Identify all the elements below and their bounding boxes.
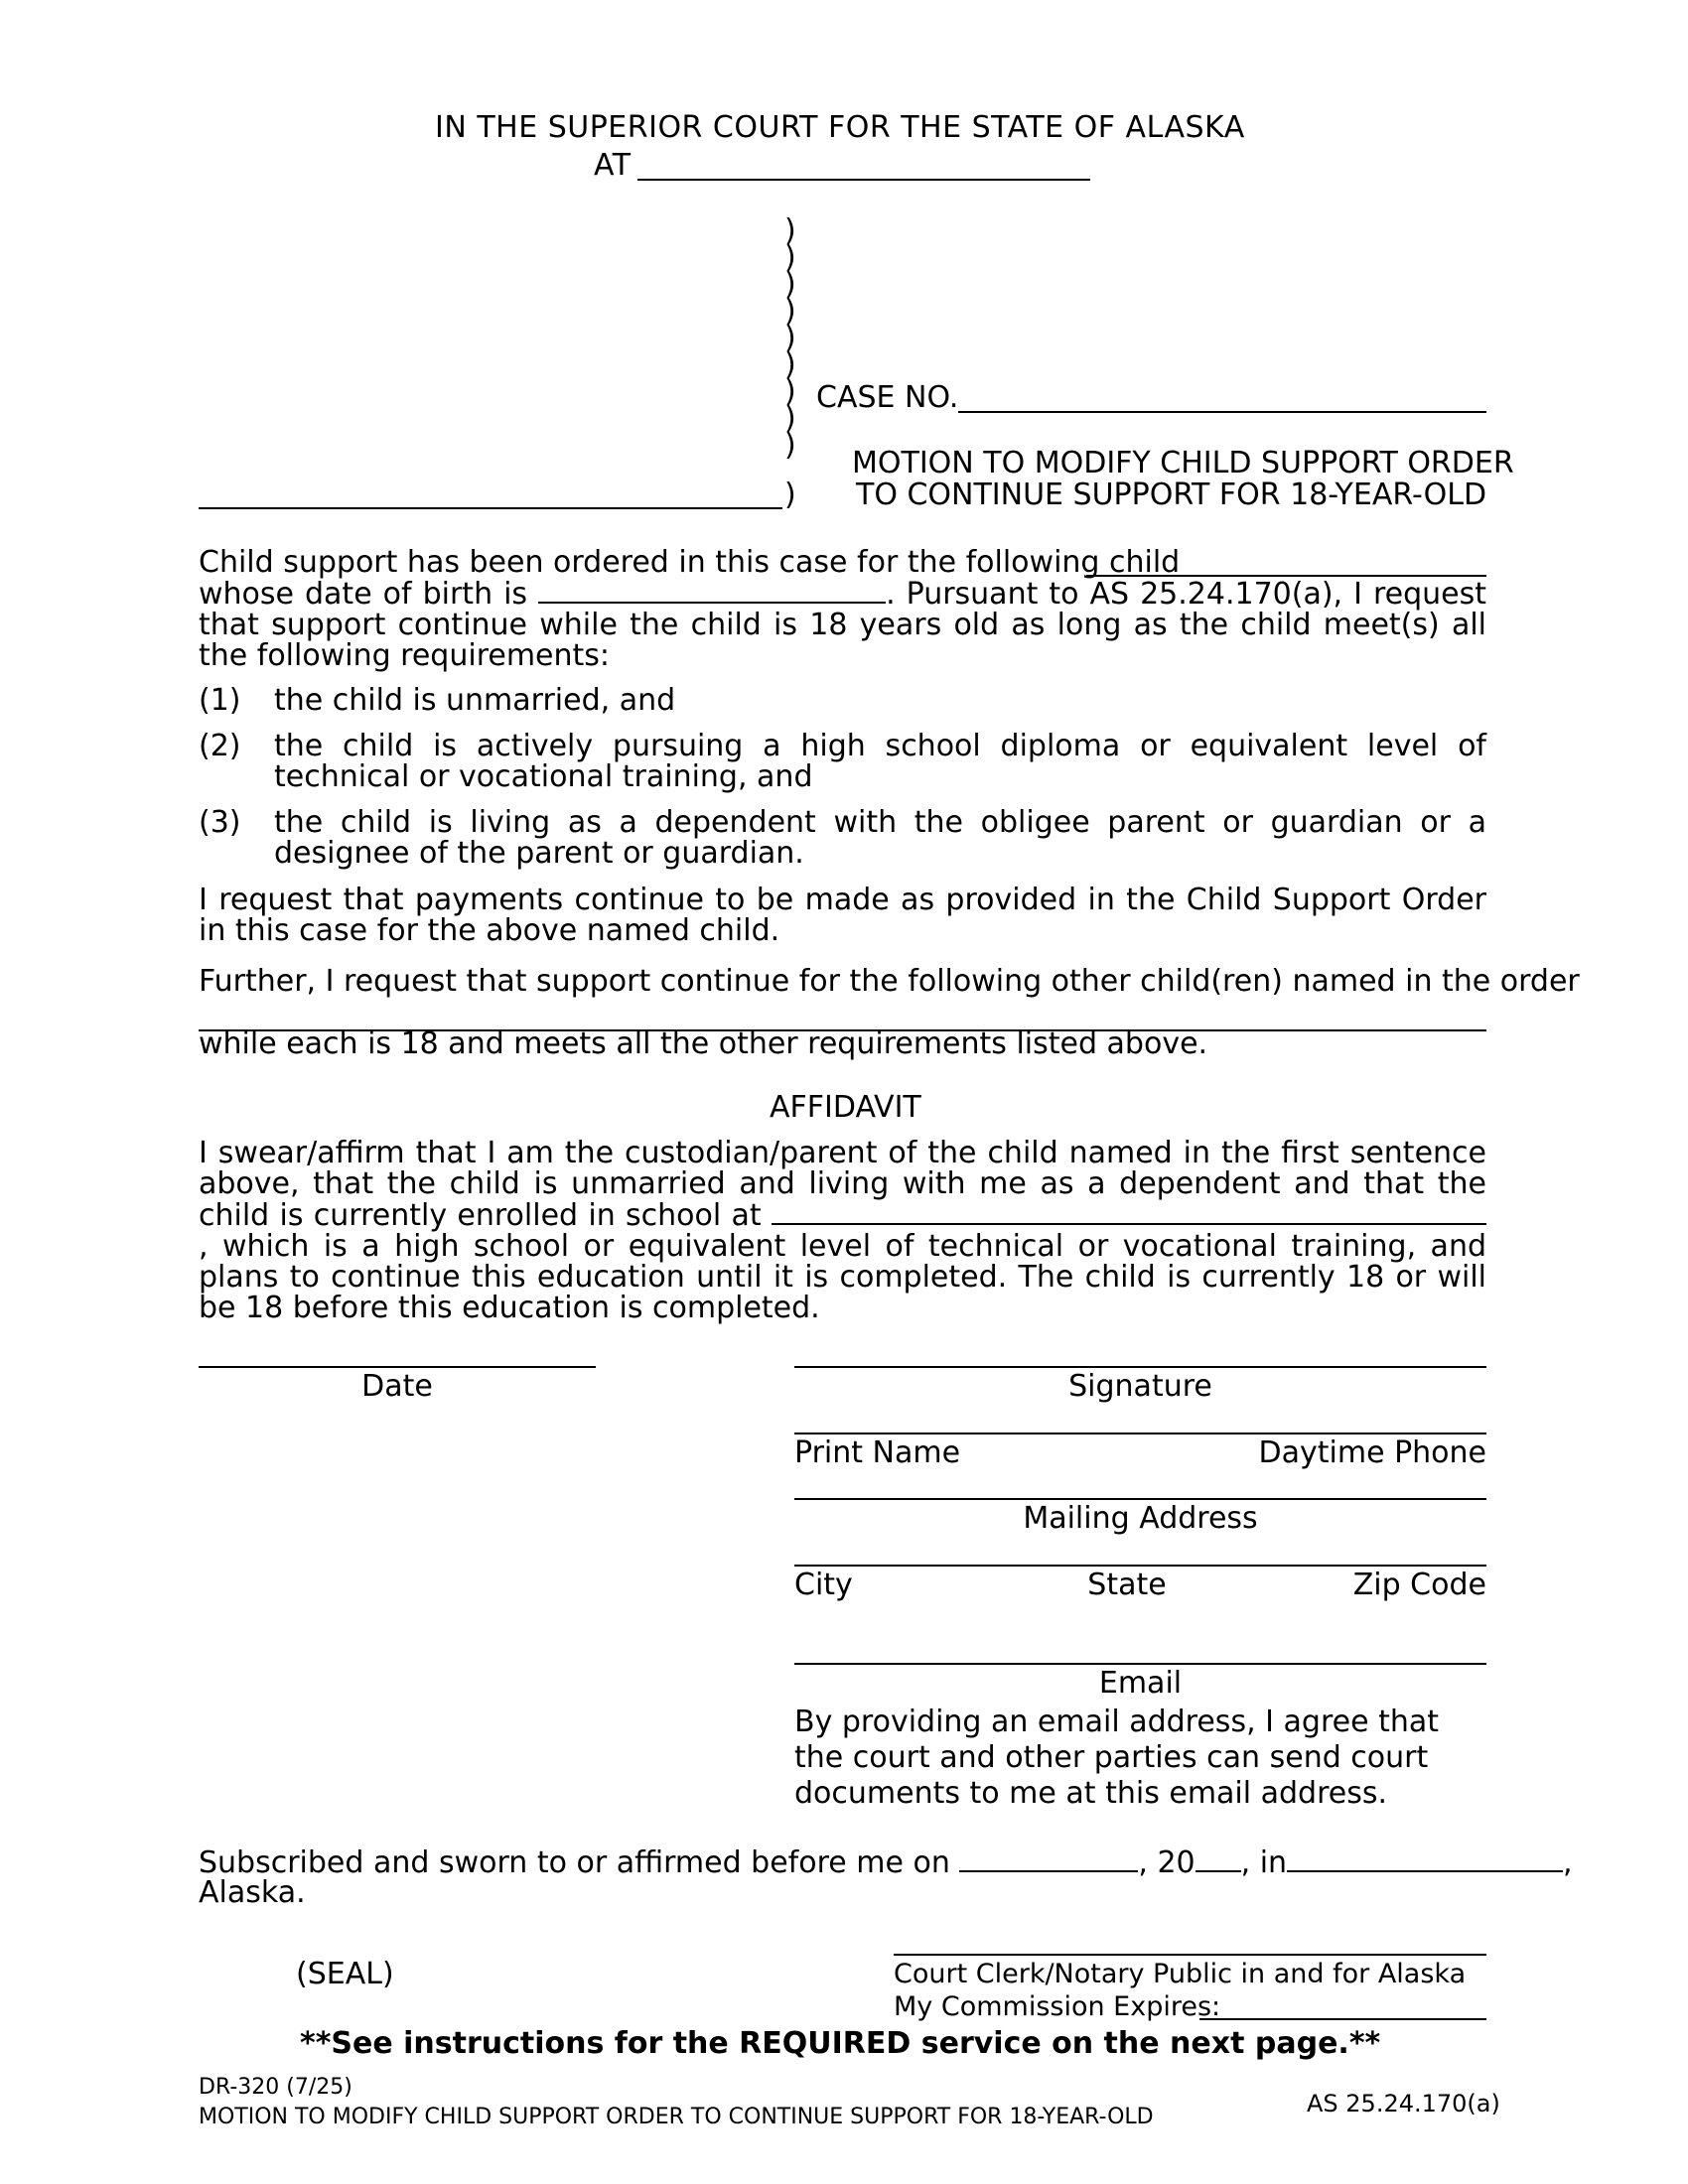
affidavit-text-b: , which is a high school or equivalent level of technical or vocational training, and plans to continue this education until it is completed. The child is currently 18 or will be 18 before this education is completed. <box>199 1229 1486 1325</box>
mailing-address-label: Mailing Address <box>1023 1501 1258 1536</box>
date-label: Date <box>361 1369 433 1404</box>
case-number-label: CASE NO. <box>816 380 959 415</box>
instructions-note: **See instructions for the REQUIRED service on the next page.** <box>300 2026 1381 2061</box>
commission-date-blank[interactable] <box>1199 2018 1486 2020</box>
sworn-text-a: Subscribed and sworn to or affirmed before me on <box>199 1845 950 1880</box>
footer-form-title: MOTION TO MODIFY CHILD SUPPORT ORDER TO CONTINUE SUPPORT FOR 18-YEAR-OLD <box>199 2105 1154 2129</box>
motion-title-line2: TO CONTINUE SUPPORT FOR 18-YEAR-OLD <box>856 478 1487 512</box>
commission-label: My Commission Expires: <box>894 1991 1221 2022</box>
seal-label: (SEAL) <box>296 1957 394 1991</box>
sworn-state: Alaska. <box>199 1875 306 1910</box>
footer-statute: AS 25.24.170(a) <box>1307 2090 1500 2117</box>
signature-line[interactable] <box>794 1366 1486 1368</box>
court-heading: IN THE SUPERIOR COURT FOR THE STATE OF ALASKA <box>435 110 1245 145</box>
daytime-phone-label: Daytime Phone <box>1258 1435 1486 1470</box>
request-paragraph <box>199 578 1486 671</box>
sworn-date-blank[interactable] <box>959 1846 1138 1872</box>
city-state-zip-line[interactable] <box>794 1565 1486 1567</box>
caption-paren: ) <box>784 321 796 355</box>
email-consent-text: By providing an email address, I agree that the court and other parties can send court documents to me at this email address. <box>794 1705 1439 1811</box>
print-name-label: Print Name <box>794 1435 961 1470</box>
motion-title-line1: MOTION TO MODIFY CHILD SUPPORT ORDER <box>852 446 1514 480</box>
email-label: Email <box>1098 1666 1183 1701</box>
item-text: the child is actively pursuing a high school diploma or equivalent level of technical or vocational training, and <box>274 729 1486 794</box>
clerk-signature-line[interactable] <box>894 1954 1486 1956</box>
caption-paren: ) <box>784 428 796 463</box>
state-label: State <box>1087 1568 1167 1602</box>
dob-label: whose date of birth is <box>199 577 528 612</box>
caption-paren: ) <box>784 347 796 382</box>
sworn-text-d: , <box>1563 1845 1573 1880</box>
item-text: the child is living as a dependent with the obligee parent or guardian or a designee of the parent or guardian. <box>274 805 1486 871</box>
requirements-list <box>199 685 1486 884</box>
affidavit-heading: AFFIDAVIT <box>770 1090 921 1125</box>
mailing-address-line[interactable] <box>794 1498 1486 1500</box>
child-sentence: Child support has been ordered in this case for the following child <box>199 545 1181 580</box>
payments-paragraph: I request that payments continue to be made as provided in the Child Support Order in this case for the above named child. <box>199 883 1486 948</box>
item-number: (3) <box>199 805 241 840</box>
sworn-year-blank[interactable] <box>1196 1846 1241 1872</box>
request-text: . Pursuant to AS 25.24.170(a), I request that support continue while the child is 18 years old as long as the child meet(s) all the following requirements: <box>199 577 1486 673</box>
caption-paren: ) <box>784 401 796 436</box>
city-label: City <box>794 1568 853 1602</box>
print-name-line[interactable] <box>794 1433 1486 1434</box>
case-number-blank[interactable] <box>958 411 1486 413</box>
item-text: the child is unmarried, and <box>274 683 676 718</box>
other-children-paragraph: Further, I request that support continue for the following other child(ren) named in the order <box>199 964 1580 999</box>
date-line[interactable] <box>199 1366 596 1368</box>
affidavit-text <box>199 1138 1486 1323</box>
item-number: (1) <box>199 683 241 718</box>
caption-paren: ) <box>784 294 796 329</box>
sworn-statement <box>199 1846 1573 1878</box>
form-id: DR-320 (7/25) <box>199 2075 352 2100</box>
other-children-conditions: while each is 18 and meets all the other requirements listed above. <box>199 1026 1208 1061</box>
party-name-blank[interactable] <box>199 507 782 509</box>
sworn-text-c: , in <box>1240 1845 1288 1880</box>
clerk-label: Court Clerk/Notary Public in and for Alaska <box>894 1959 1467 1989</box>
caption-paren: ) <box>784 240 796 275</box>
court-location-blank[interactable] <box>637 179 1090 181</box>
item-number: (2) <box>199 729 241 763</box>
email-line[interactable] <box>794 1663 1486 1665</box>
caption-paren: ) <box>784 374 796 409</box>
caption-paren: ) <box>784 267 796 302</box>
court-location-label: AT <box>594 148 632 183</box>
school-name-blank[interactable] <box>772 1199 1486 1225</box>
affidavit-text-a: I swear/affirm that I am the custodian/parent of the child named in the first sentence above, that the child is unmarried and living with me as a dependent and that the child is currently enrolled in school at <box>199 1136 1486 1233</box>
caption-paren: ) <box>784 213 796 248</box>
zip-code-label: Zip Code <box>1352 1568 1486 1602</box>
caption-paren: ) <box>784 478 796 512</box>
signature-label: Signature <box>1068 1369 1212 1404</box>
dob-blank[interactable] <box>538 578 886 604</box>
sworn-location-blank[interactable] <box>1287 1846 1563 1872</box>
sworn-text-b: , 20 <box>1138 1845 1196 1880</box>
